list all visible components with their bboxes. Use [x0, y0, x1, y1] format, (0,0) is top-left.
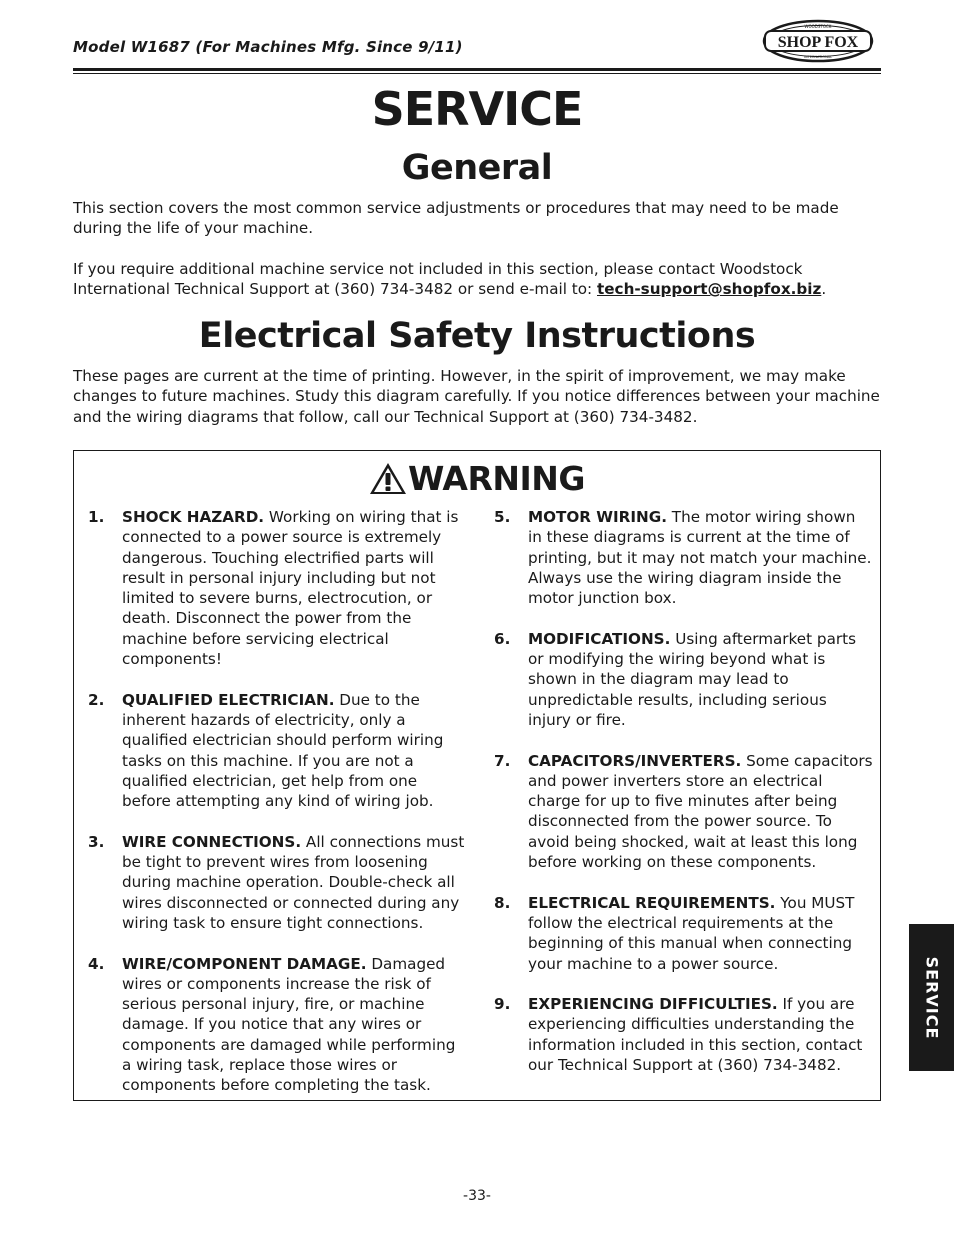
- section-side-tab[interactable]: [909, 924, 954, 1071]
- svg-text:INTERNATIONAL: INTERNATIONAL: [803, 55, 833, 59]
- page-title: SERVICE: [371, 82, 583, 136]
- svg-text:WOODSTOCK: WOODSTOCK: [804, 24, 832, 29]
- electrical-heading: Electrical Safety Instructions: [198, 316, 756, 356]
- warning-item: 2. QUALIFIED ELECTRICIAN. Due to the inherent hazards of electricity, only a qualified electrician should perform wiring tasks on this machine. If you are not a qualified electrician, get help from one before attempting any kind of wiring job.: [88, 690, 444, 811]
- warning-item: 3. WIRE CONNECTIONS. All connections must be tight to prevent wires from loosening during machine operation. Double-check all wires disconnected or connected during any wiring task to ensure tight connections.: [88, 832, 465, 932]
- general-paragraph-1: This section covers the most common service adjustments or procedures that may need to be made during the life of your machine.: [73, 199, 839, 238]
- header-rule-thin: [73, 73, 881, 74]
- support-email-link[interactable]: tech-support@shopfox.biz: [597, 280, 822, 299]
- warning-column-left: [88, 507, 468, 1116]
- warning-label: WARNING: [408, 459, 585, 498]
- warning-triangle-icon: [369, 462, 407, 496]
- warning-box: [73, 450, 881, 1101]
- warning-item: 6. MODIFICATIONS. Using aftermarket parts or modifying the wiring beyond what is shown in the diagram may lead to unpredictable results, including serious injury or fire.: [494, 629, 856, 729]
- warning-header: [74, 459, 880, 503]
- warning-column-right: [494, 507, 874, 1096]
- warning-item: 4. WIRE/COMPONENT DAMAGE. Damaged wires or components increase the risk of serious personal injury, fire, or machine damage. If you notice that any wires or components are damaged while performing a wiring task, replace those wires or components before completing the task.: [88, 954, 456, 1095]
- warning-item: 7. CAPACITORS/INVERTERS. Some capacitors and power inverters store an electrical charge for up to five minutes after being disconnected from the power source. To avoid being shocked, wait at least this long before working on these components.: [494, 751, 873, 872]
- side-tab-label: SERVICE: [922, 956, 941, 1039]
- general-heading: General: [401, 148, 553, 188]
- warning-item: 9. EXPERIENCING DIFFICULTIES. If you are experiencing difficulties understanding the information included in this section, contact our Technical Support at (360) 734-3482.: [494, 995, 863, 1075]
- warning-item: 5. MOTOR WIRING. The motor wiring shown in these diagrams is current at the time of printing, but it may not match your machine. Always use the wiring diagram inside the motor junction box.: [494, 508, 872, 608]
- page-number: -33-: [463, 1188, 491, 1204]
- header-rule: [73, 68, 881, 71]
- shop-fox-logo: [762, 18, 874, 64]
- model-header: Model W1687 (For Machines Mfg. Since 9/11): [73, 38, 463, 56]
- logo-text: SHOP FOX: [777, 34, 859, 51]
- warning-item: 1. SHOCK HAZARD. Working on wiring that is connected to a power source is extremely dangerous. Touching electrified parts will result in personal injury including but not limited to severe burns, electrocution, or death. Disconnect the power from the machine before servicing electrical components!: [88, 508, 459, 669]
- general-paragraph-2: If you require additional machine service not included in this section, please contact Woodstock International Technical Support at (360) 734-3482 or send e-mail to: tech-support@shopfox.biz.: [73, 260, 827, 299]
- electrical-paragraph: These pages are current at the time of printing. However, in the spirit of improvement, we may make changes to future machines. Study this diagram carefully. If you notice differences between your machine and the wiring diagrams that follow, call our Technical Support at (360) 734-3482.: [73, 367, 880, 426]
- warning-item: 8. ELECTRICAL REQUIREMENTS. You MUST follow the electrical requirements at the beginning of this manual when connecting your machine to a power source.: [494, 893, 855, 973]
